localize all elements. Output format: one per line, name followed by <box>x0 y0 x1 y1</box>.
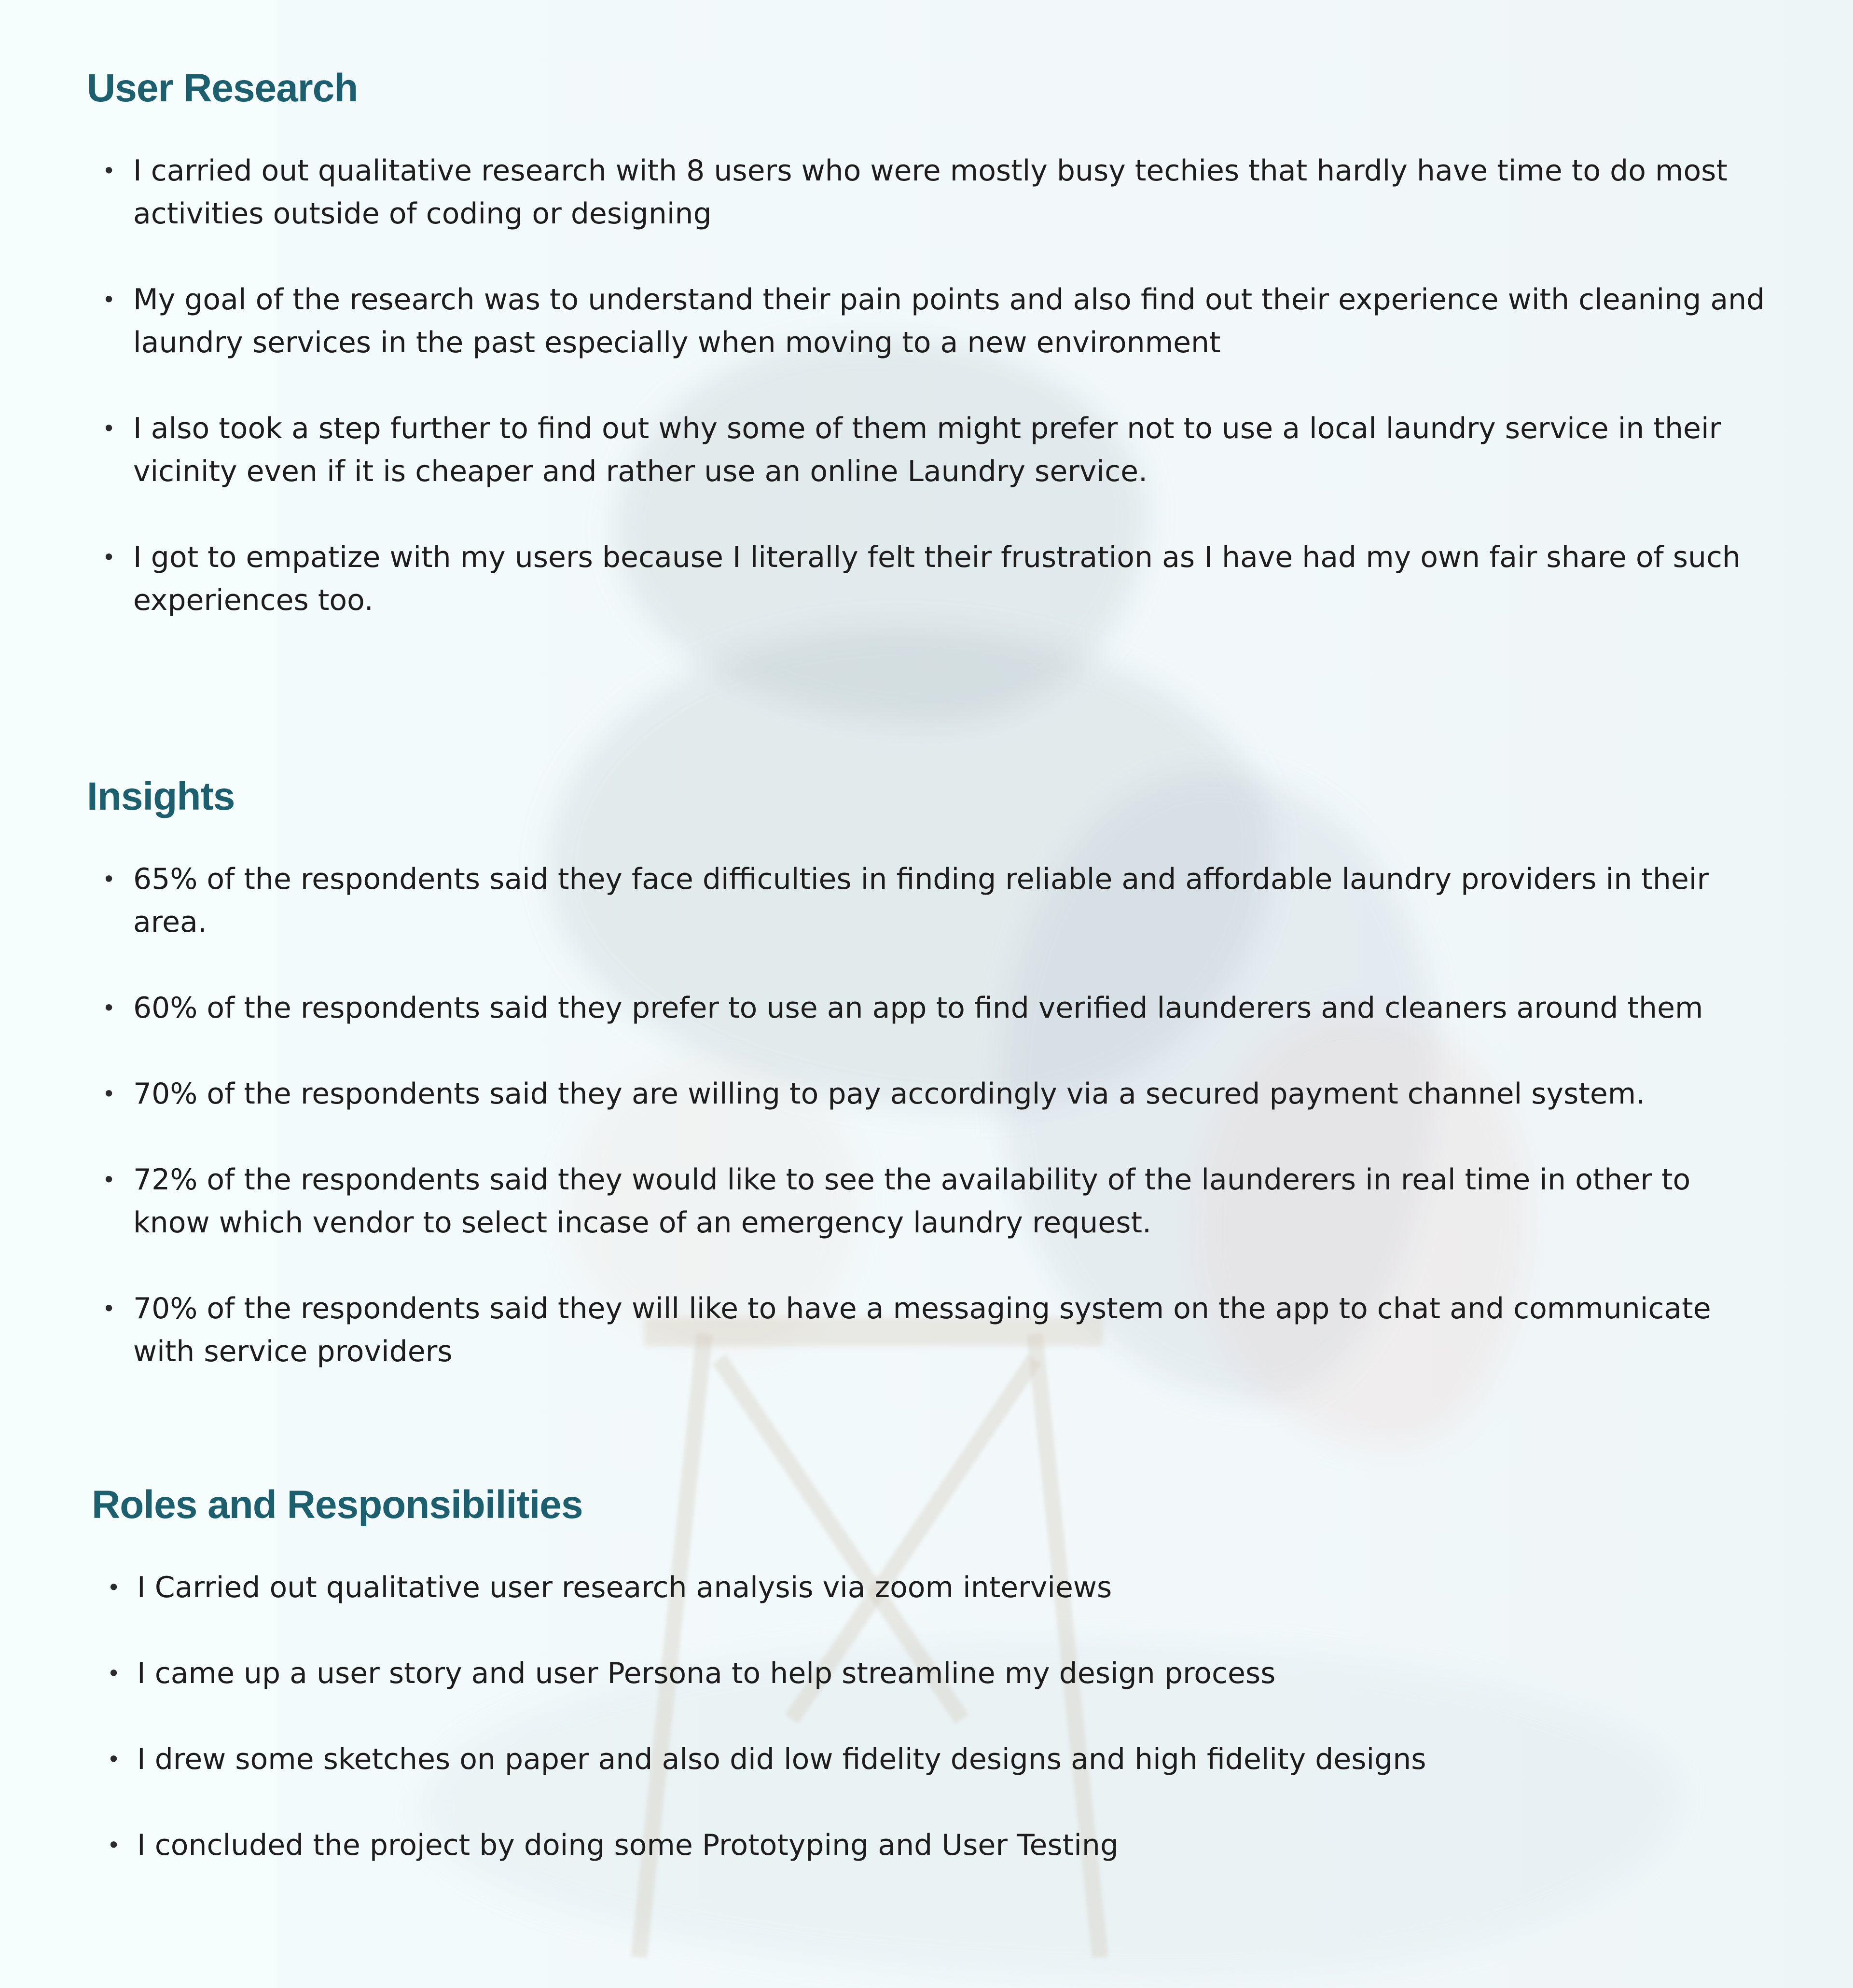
list-item: • I Carried out qualitative user research analysis via zoom interviews <box>92 1566 1781 1609</box>
list-item: • I concluded the project by doing some Prototyping and User Testing <box>92 1824 1781 1867</box>
list-item: • I carried out qualitative research with 8 users who were mostly busy techies that hardly have time to do most activities outside of coding or designing <box>87 150 1776 235</box>
list-item: • I got to empatize with my users because I literally felt their frustration as I have had my own fair share of such experiences too. <box>87 536 1776 622</box>
roles-list <box>92 1566 1781 1867</box>
list-item: • I came up a user story and user Persona to help streamline my design process <box>92 1652 1781 1695</box>
insights-list <box>87 858 1776 1373</box>
user-research-section <box>87 62 1776 665</box>
user-research-list <box>87 150 1776 622</box>
roles-heading: Roles and Responsibilities <box>92 1483 583 1527</box>
insights-section <box>87 770 1776 1416</box>
list-item: • 70% of the respondents said they will like to have a messaging system on the app to chat and communicate with service providers <box>87 1287 1776 1373</box>
roles-section <box>92 1478 1781 1910</box>
list-item: • I drew some sketches on paper and also did low fidelity designs and high fidelity designs <box>92 1738 1781 1781</box>
list-item: • I also took a step further to find out why some of them might prefer not to use a local laundry service in their vicinity even if it is cheaper and rather use an online Laundry service. <box>87 407 1776 493</box>
list-item: • 65% of the respondents said they face difficulties in finding reliable and affordable laundry providers in their area. <box>87 858 1776 944</box>
list-item: • My goal of the research was to understand their pain points and also find out their experience with cleaning and laundry services in the past especially when moving to a new environment <box>87 278 1776 364</box>
insights-heading: Insights <box>87 774 235 818</box>
list-item: • 70% of the respondents said they are willing to pay accordingly via a secured payment channel system. <box>87 1073 1776 1116</box>
list-item: • 60% of the respondents said they prefer to use an app to find verified launderers and cleaners around them <box>87 987 1776 1030</box>
list-item: • 72% of the respondents said they would like to see the availability of the launderers in real time in other to know which vendor to select incase of an emergency laundry request. <box>87 1159 1776 1244</box>
user-research-heading: User Research <box>87 66 358 110</box>
